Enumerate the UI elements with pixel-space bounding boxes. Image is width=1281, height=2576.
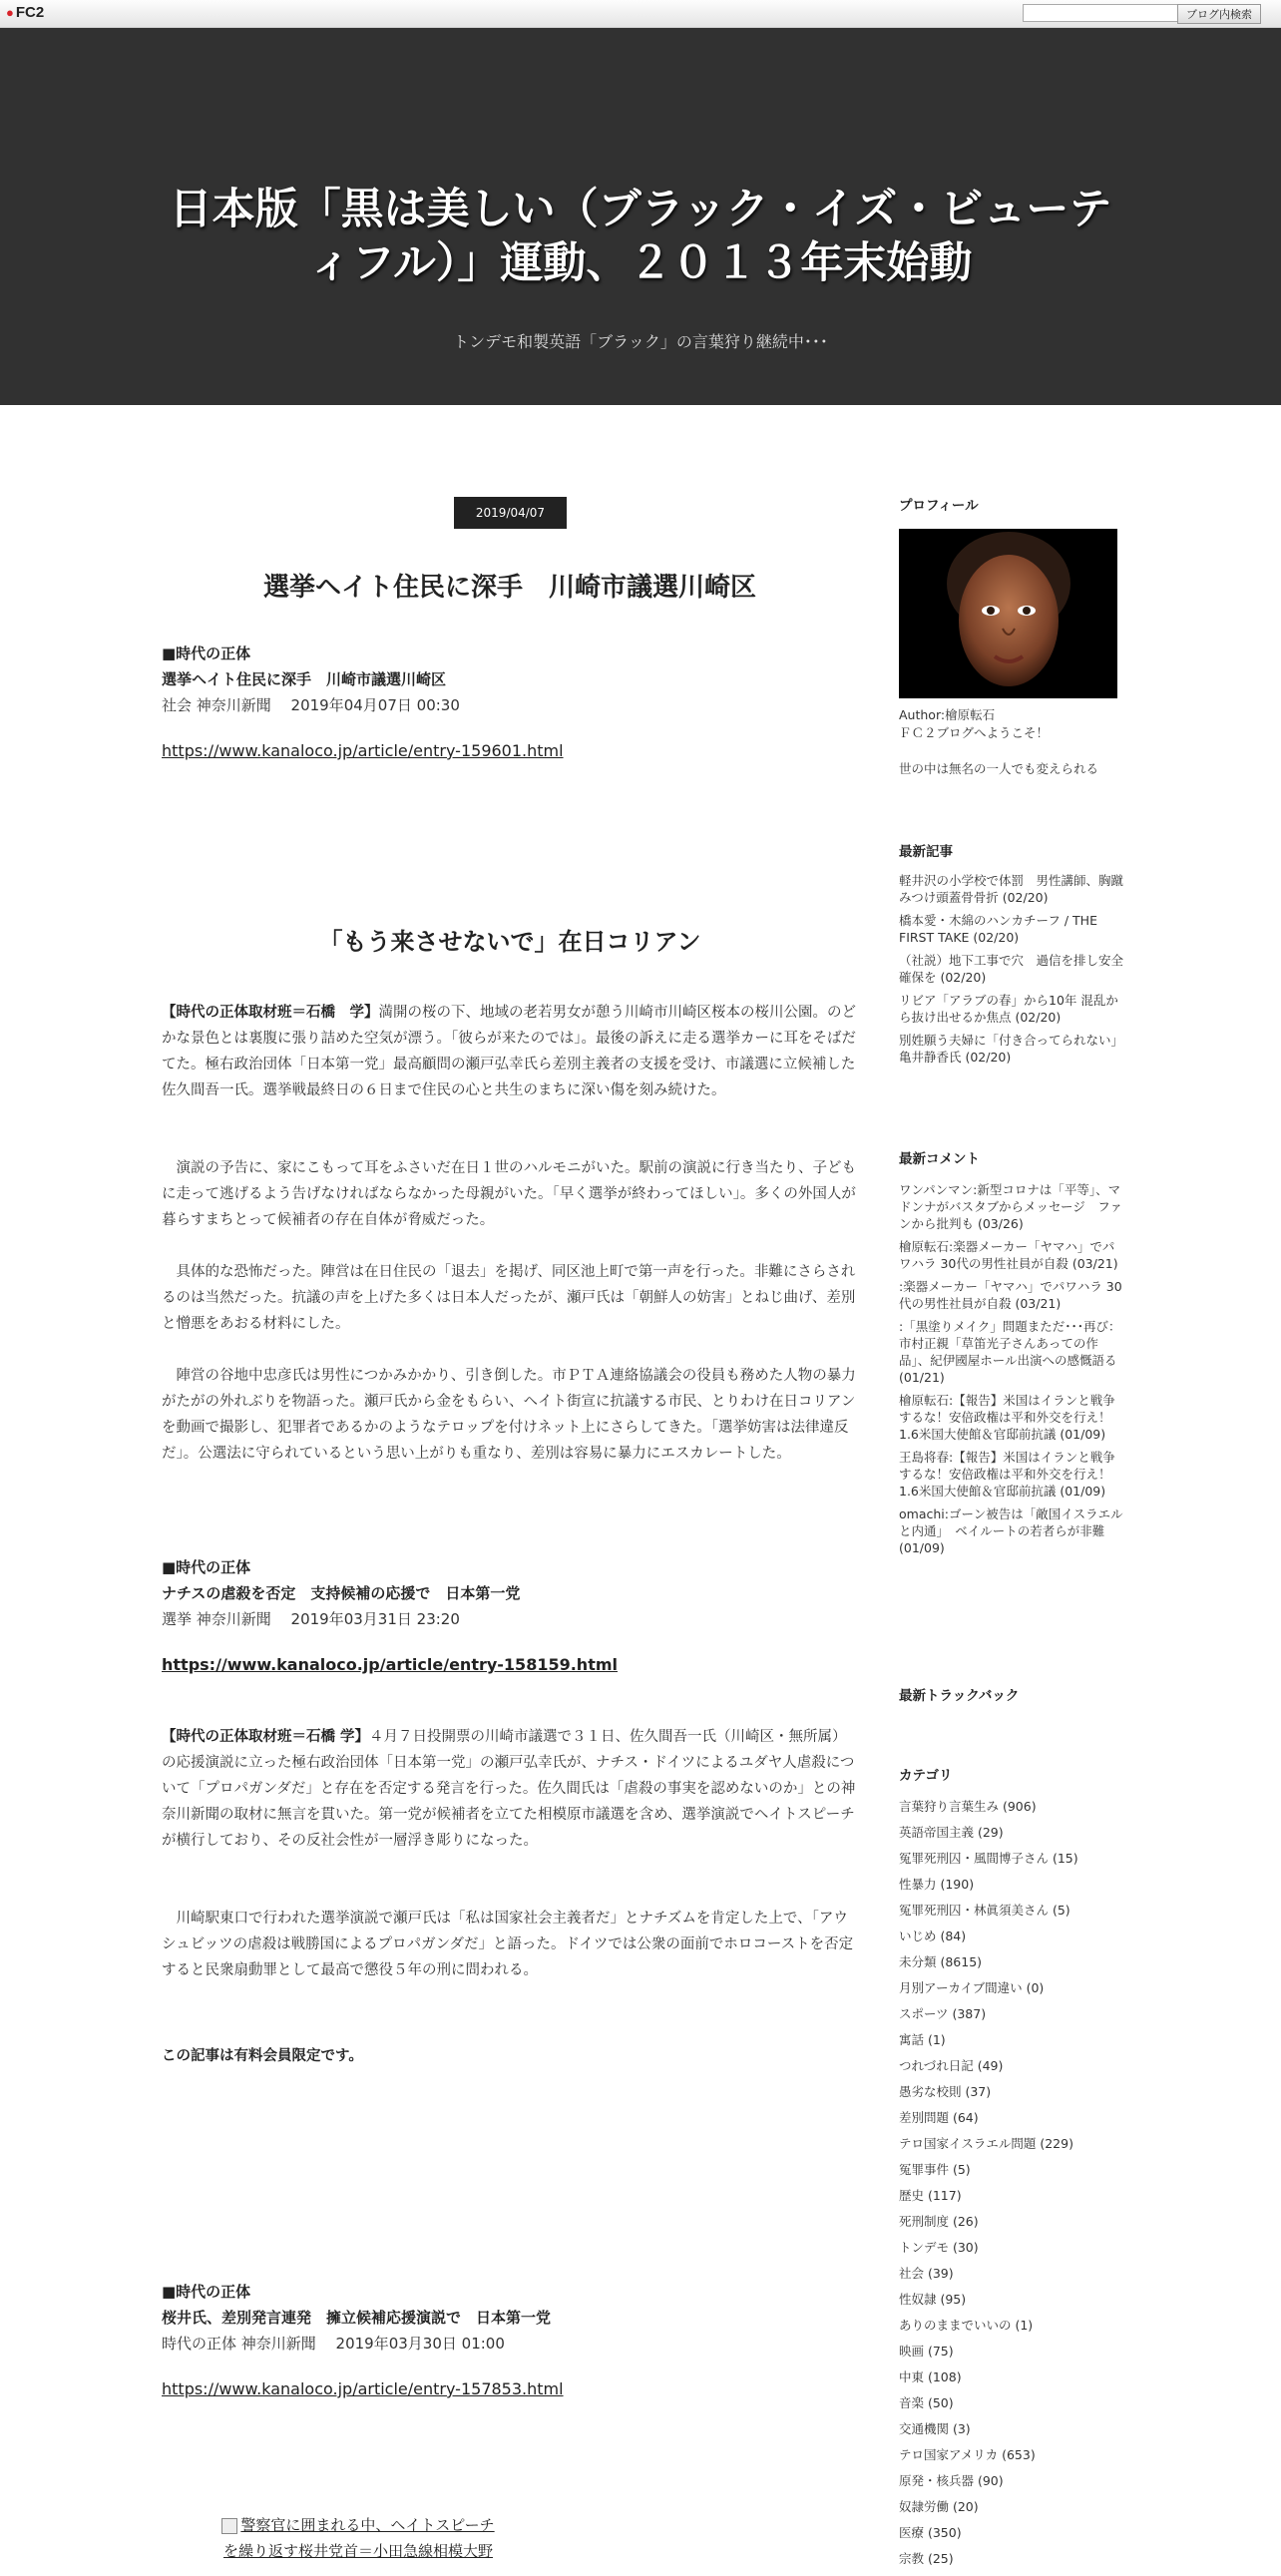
blog-search-input[interactable] — [1023, 4, 1178, 22]
paragraph-1 — [162, 1000, 858, 1103]
section-3-meta: 時代の正体 神奈川新聞 2019年03月30日 01:00 — [162, 2335, 505, 2353]
category-item[interactable]: ありのままでいいの (1) — [899, 2318, 1034, 2333]
recent-post-item[interactable]: （社説）地下工事で穴 過信を排し安全確保を (02/20) — [899, 953, 1124, 985]
category-item[interactable]: 中東 (108) — [899, 2369, 962, 2384]
category-item[interactable]: 社会 (39) — [899, 2266, 954, 2281]
category-item[interactable]: 未分類 (8615) — [899, 1954, 983, 1969]
category-item[interactable]: トンデモ (30) — [899, 2240, 979, 2255]
category-item[interactable]: 性暴力 (190) — [899, 1877, 975, 1892]
recent-comment-item[interactable]: 王島将春:【報告】米国はイランと戦争するな！安倍政権は平和外交を行え！1.6米国大使館＆官邸前抗議 (01/09) — [899, 1450, 1115, 1499]
paragraph-5-text: ４月７日投開票の川崎市議選で３１日、佐久間吾一氏（川崎区・無所属）の応援演説に立った極右政治団体「日本第一党」の瀬戸弘幸氏が、ナチス・ドイツによるユダヤ人虐殺について「プロパガンダだ」と存在を否定する発言を行った。佐久間氏は「虐殺の事実を認めないのか」との神奈川新聞の取材に無言を貫いた。第一党が候補者を立てた相模原市議選を含め、選挙演説でヘイトスピーチが横行しており、その反社会性が一層浮き彫りになった。 — [162, 1729, 856, 1849]
section-2-meta: 選挙 神奈川新聞 2019年03月31日 23:20 — [162, 1610, 460, 1628]
profile-author: Author:檜原転石 — [899, 707, 996, 722]
category-item[interactable]: 原発・核兵器 (90) — [899, 2473, 1004, 2488]
section-1-link[interactable]: https://www.kanaloco.jp/article/entry-159601.html — [162, 741, 564, 760]
section-1 — [162, 641, 858, 764]
paragraph-3: 具体的な恐怖だった。陣営は在日住民の「退去」を掲げ、同区池上町で第一声を行った。非難にさらされるのは当然だった。抗議の声を上げた多くは日本人だったが、瀬戸氏は「朝鮮人の妨害」とねじ曲げ、差別と憎悪をあおる材料にした。 — [162, 1264, 856, 1332]
section-3-label: ■時代の正体 — [162, 2283, 251, 2301]
section-3-headline: 桜井氏、差別発言連発 擁立候補応援演説で 日本第一党 — [162, 2309, 552, 2327]
broken-image-icon — [221, 2518, 237, 2534]
category-item[interactable]: テロ国家アメリカ (653) — [899, 2447, 1036, 2462]
section-1-headline: 選挙ヘイト住民に深手 川崎市議選川崎区 — [162, 670, 447, 688]
blog-title-line2[interactable]: ィフル）」運動、２０１３年末始動 — [308, 238, 973, 288]
section-2-link[interactable]: https://www.kanaloco.jp/article/entry-158159.html — [162, 1655, 618, 1674]
paid-notice: この記事は有料会員限定です。 — [162, 2048, 363, 2064]
paragraph-2: 演説の予告に、家にこもって耳をふさいだ在日１世のハルモニがいた。駅前の演説に行き当たり、子どもに走って逃げるよう告げなければならなかった母親がいた。「早く選挙が終わってほしい」。多くの外国人が暮らすまちとって候補者の存在自体が脅威だった。 — [162, 1160, 856, 1228]
section-1-meta: 社会 神奈川新聞 2019年04月07日 00:30 — [162, 696, 460, 714]
category-item[interactable]: 月別アーカイブ間違い (0) — [899, 1980, 1045, 1995]
recent-post-item[interactable]: 別姓願う夫婦に「付き合ってられない」 亀井静香氏 (02/20) — [899, 1033, 1130, 1065]
category-item[interactable]: 死刑制度 (26) — [899, 2214, 979, 2229]
section-3 — [162, 2279, 858, 2402]
recent-posts-list — [899, 872, 1130, 1072]
paragraph-5 — [162, 1724, 858, 1854]
blog-subtitle: トンデモ和製英語「ブラック」の言葉狩り継続中･･･ — [453, 332, 828, 351]
blog-search-button[interactable]: ブログ内検索 — [1177, 4, 1261, 24]
category-item[interactable]: つれづれ日記 (49) — [899, 2058, 1004, 2073]
profile-text — [899, 706, 1098, 778]
recent-post-item[interactable]: 橋本愛・木綿のハンカチーフ / THE FIRST TAKE (02/20) — [899, 913, 1097, 945]
recent-comment-item[interactable]: ワンパンマン:新型コロナは「平等」、マドンナがバスタブからメッセージ ファンから批判も (03/26) — [899, 1182, 1123, 1231]
category-item[interactable]: 寓話 (1) — [899, 2032, 946, 2047]
category-item[interactable]: 言葉狩り言葉生み (906) — [899, 1799, 1037, 1814]
categories-list — [899, 1798, 1123, 2576]
section-1-label: ■時代の正体 — [162, 644, 251, 662]
fc2-logo-text: FC2 — [15, 4, 45, 21]
entry-date: 2019/04/07 — [454, 497, 567, 529]
recent-comments-heading: 最新コメント — [899, 1151, 980, 1167]
recent-comment-item[interactable]: :「黒塗りメイク」問題まただ･･･再び：市村正親「草笛光子さんあっての作品」、紀伊國屋ホール出演への感慨語る (01/21) — [899, 1319, 1121, 1385]
paragraph-1-text: 満開の桜の下、地域の老若男女が憩う川崎市川崎区桜本の桜川公園。のどかな景色とは裏腹に張り詰めた空気が漂う。「彼らが来たのでは」。最後の訴えに走る選挙カーに耳をそばだてた。極右政治団体「日本第一党」最高顧問の瀬戸弘幸氏ら差別主義者の支援を受け、市議選に立候補した佐久間吾一氏。選挙戦最終日の６日まで住民の心と共生のまちに深い傷を刻み続けた。 — [162, 1005, 856, 1098]
category-item[interactable]: 音楽 (50) — [899, 2395, 954, 2410]
blog-title[interactable] — [150, 183, 1131, 290]
category-item[interactable]: 冤罪死刑囚・林眞須美さん (5) — [899, 1903, 1070, 1918]
recent-comment-item[interactable]: 檜原転石:楽器メーカー「ヤマハ」でパワハラ 30代の男性社員が自殺 (03/21) — [899, 1239, 1118, 1271]
blog-title-line1[interactable]: 日本版「黒は美しい（ブラック・イズ・ビューテ — [169, 185, 1112, 234]
profile-heading: プロフィール — [899, 498, 979, 514]
fc2-logo-icon: ● — [6, 5, 14, 20]
category-item[interactable]: 宗教 (25) — [899, 2551, 954, 2566]
category-item[interactable]: 冤罪事件 (5) — [899, 2162, 971, 2177]
article-subtitle: 「もう来させないで」在日コリアン — [318, 928, 701, 956]
paragraph-5-lead: 【時代の正体取材班＝石橋 学】 — [162, 1729, 370, 1745]
category-item[interactable]: 映画 (75) — [899, 2344, 954, 2359]
article-image-alt-1[interactable]: 警察官に囲まれる中、ヘイトスピーチ — [240, 2516, 495, 2534]
blog-header — [0, 28, 1281, 405]
trackbacks-heading: 最新トラックバック — [899, 1688, 1020, 1704]
recent-comment-item[interactable]: 檜原転石:【報告】米国はイランと戦争するな！安倍政権は平和外交を行え！1.6米国大使館＆官邸前抗議 (01/09) — [899, 1393, 1115, 1442]
avatar-face-image — [899, 529, 1117, 698]
category-item[interactable]: 差別問題 (64) — [899, 2110, 979, 2125]
category-item[interactable]: 医療 (350) — [899, 2525, 962, 2540]
category-item[interactable]: 冤罪死刑囚・風間博子さん (15) — [899, 1851, 1078, 1866]
recent-comment-item[interactable]: omachi:ゴーン被告は「敵国イスラエルと内通」 ベイルートの若者らが非難 (01/09) — [899, 1506, 1123, 1555]
category-item[interactable]: 交通機関 (3) — [899, 2421, 971, 2436]
article-image[interactable] — [214, 2512, 503, 2564]
entry-title[interactable]: 選挙ヘイト住民に深手 川崎市議選川崎区 — [262, 573, 756, 603]
paragraph-6: 川崎駅東口で行われた選挙演説で瀬戸氏は「私は国家社会主義者だ」とナチズムを肯定した上で、「アウシュビッツの虐殺は戦勝国によるプロパガンダだ」と語った。ドイツでは公衆の面前でホロコーストを否定すると民衆扇動罪として最高で懲役５年の刑に問われる。 — [162, 1911, 854, 1978]
category-item[interactable]: テロ国家イスラエル問題 (229) — [899, 2136, 1073, 2151]
fc2-top-bar — [0, 0, 1281, 28]
recent-post-item[interactable]: 軽井沢の小学校で体罰 男性講師、胸蹴みつけ頭蓋骨骨折 (02/20) — [899, 873, 1124, 905]
recent-comment-item[interactable]: :楽器メーカー「ヤマハ」でパワハラ 30代の男性社員が自殺 (03/21) — [899, 1279, 1122, 1311]
category-item[interactable]: 愚劣な校則 (37) — [899, 2084, 992, 2099]
recent-post-item[interactable]: リビア「アラブの春」から10年 混乱から抜け出せるか焦点 (02/20) — [899, 993, 1118, 1025]
paragraph-1-lead: 【時代の正体取材班＝石橋 学】 — [162, 1005, 379, 1021]
article-image-alt-2[interactable]: を繰り返す桜井党首＝小田急線相模大野 — [222, 2542, 493, 2560]
recent-posts-heading: 最新記事 — [899, 844, 953, 860]
category-item[interactable]: いじめ (84) — [899, 1929, 967, 1943]
category-item[interactable]: 奴隷労働 (20) — [899, 2499, 979, 2514]
section-2-label: ■時代の正体 — [162, 1558, 251, 1576]
section-3-link[interactable]: https://www.kanaloco.jp/article/entry-157853.html — [162, 2379, 564, 2398]
category-item[interactable]: スポーツ (387) — [899, 2006, 987, 2021]
category-item[interactable]: 性奴隷 (95) — [899, 2292, 967, 2307]
recent-comments-list — [899, 1181, 1123, 1562]
section-2-headline: ナチスの虐殺を否定 支持候補の応援で 日本第一党 — [162, 1584, 521, 1602]
profile-avatar — [899, 529, 1117, 698]
section-2 — [162, 1554, 858, 1678]
fc2-logo[interactable] — [6, 4, 44, 21]
categories-heading: カテゴリ — [899, 1768, 953, 1784]
profile-motto: 世の中は無名の一人でも変えられる — [899, 761, 1099, 776]
category-item[interactable]: 歴史 (117) — [899, 2188, 962, 2203]
profile-welcome: ＦＣ２ブログへようこそ！ — [899, 725, 1050, 740]
category-item[interactable]: 英語帝国主義 (29) — [899, 1825, 1004, 1840]
paragraph-4: 陣営の谷地中忠彦氏は男性につかみかかり、引き倒した。市ＰＴＡ連絡協議会の役員も務めた人物の暴力がたがの外れぶりを物語った。瀬戸氏から金をもらい、ヘイト街宣に抗議する市民、とりわけ在日コリアンを動画で撮影し、犯罪者であるかのようなテロップを付けネット上にさらしてきた。「選挙妨害は法律違反だ」。公選法に守られているという思い上がりも重なり、差別は容易に暴力にエスカレートした。 — [162, 1368, 856, 1462]
